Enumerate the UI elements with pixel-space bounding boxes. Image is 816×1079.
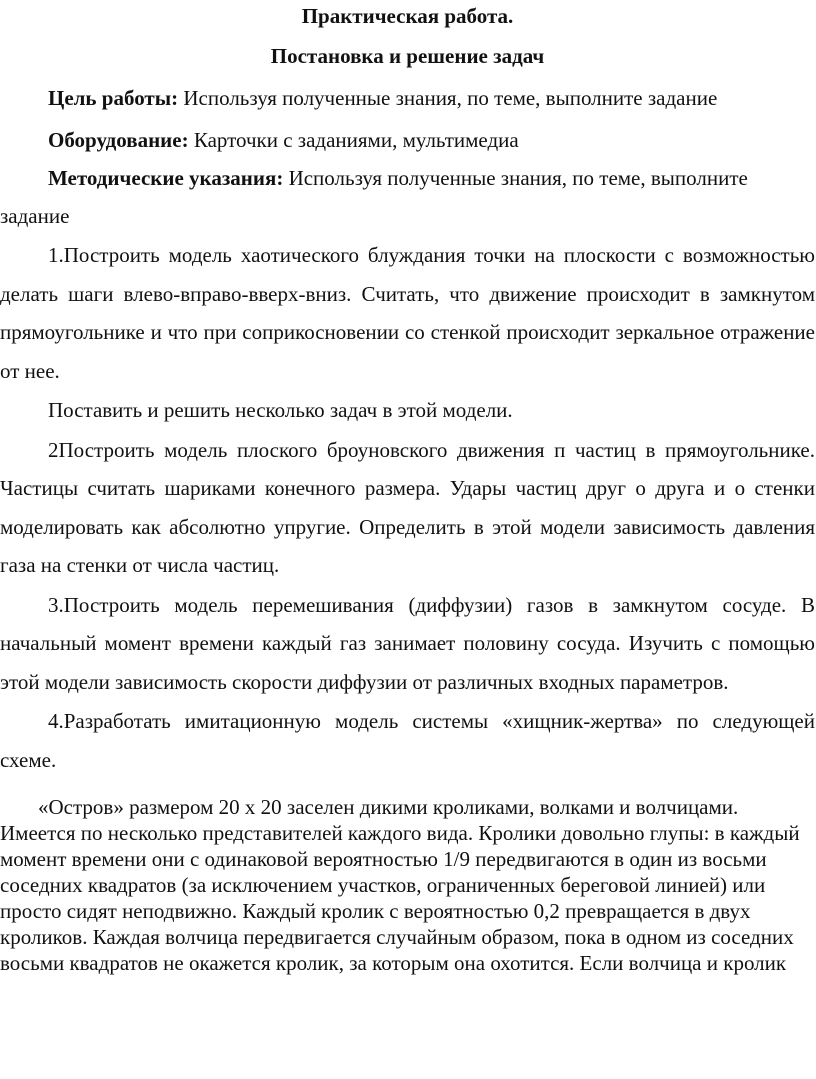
island-description: «Остров» размером 20 х 20 заселен дикими кроликами, волками и волчицами. Имеется по несколько представителей каждого вида. Кролики довольно глупы: в каждый момент времени они с одинаковой вероятностью 1/9 передвигаются в один из восьми соседних квадратов (за исключением участков, ограниченных береговой линией) или просто сидят неподвижно. Каждый кролик с вероятностью 0,2 превращается в двух кроликов. Каждая волчица передвигается случайным образом, пока в одном из соседних восьми квадратов не окажется кролик, за которым она охотится. Если волчица и кролик [0,795,800,975]
goal-label: Цель работы: [48,86,179,110]
instructions-label: Методические указания: [48,166,284,190]
task-2: 2Построить модель плоского броуновского движения п частиц в прямоугольнике. Частицы считать шариками конечного размера. Удары частиц друг о друга и о стенки моделировать как абсолютно упругие. Определить в этой модели зависимость давления газа на стенки от числа частиц. [0,437,815,577]
instructions-text: Используя полученные знания, по теме, выполните задание [0,166,748,228]
equipment-label: Оборудование: [48,128,189,152]
task-1: 1.Построить модель хаотического блуждания точки на плоскости с возможностью делать шаги влево-вправо-вверх-вниз. Считать, что движение происходит в замкнутом прямоугольнике и что при соприкосновении со стенкой происходит зеркальное отражение от нее. [0,243,815,383]
document-subtitle: Постановка и решение задач [270,44,545,68]
document-title: Практическая работа. [301,4,514,28]
task-4: 4.Разработать имитационную модель системы «хищник-жертва» по следующей схеме. [0,709,815,772]
task-3: 3.Построить модель перемешивания (диффузии) газов в замкнутом сосуде. В начальный момент времени каждый газ занимает половину сосуда. Изучить с помощью этой модели зависимость скорости диффузии от различных входных параметров. [0,592,815,694]
equipment-line [0,112,815,154]
instructions-paragraph [0,154,815,235]
goal-line [0,70,815,112]
equipment-text: Карточки с заданиями, мультимедиа [188,128,519,152]
task-1-followup: Поставить и решить несколько задач в этой модели. [48,398,513,422]
task-list [0,236,815,779]
goal-text: Используя полученные знания, по теме, выполните задание [178,86,718,110]
